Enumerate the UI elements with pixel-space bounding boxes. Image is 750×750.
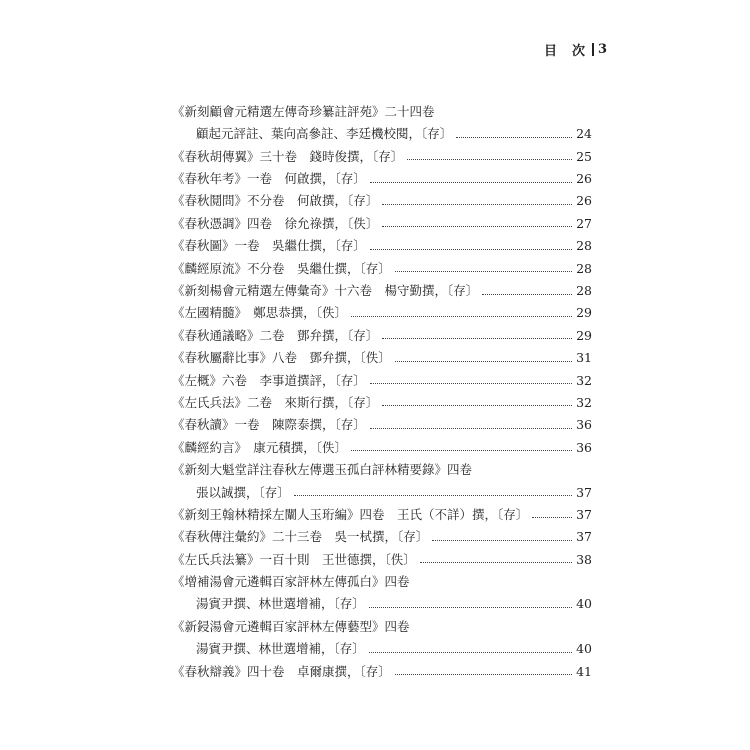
toc-entry-text: 《新刻王翰林精採左闡人玉珩編》四卷 王氏（不詳）撰，〔存〕 — [172, 506, 529, 522]
toc-entry-text: 《麟經原流》不分卷 吳繼仕撰，〔存〕 — [172, 260, 391, 276]
toc-entry — [172, 275, 592, 297]
toc-entry — [172, 521, 592, 543]
toc-entry-page: 37 — [576, 529, 592, 545]
dot-leader — [351, 450, 572, 451]
toc-entry-page: 26 — [576, 193, 592, 209]
dot-leader — [482, 294, 572, 295]
dot-leader — [395, 674, 572, 675]
dot-leader — [382, 338, 572, 339]
dot-leader — [370, 428, 572, 429]
toc-entry — [172, 298, 592, 320]
toc-entry-text: 《春秋鬩問》不分卷 何啟撰，〔存〕 — [172, 193, 379, 209]
toc-entry-page: 28 — [576, 283, 592, 299]
toc-entry-page: 40 — [576, 596, 592, 612]
toc-entry-text: 《左氏兵法》二卷 來斯行撰，〔存〕 — [172, 394, 379, 410]
toc-entry-text: 《新刻楊會元精選左傳彙奇》十六卷 楊守勤撰，〔存〕 — [172, 283, 479, 299]
toc-entry — [172, 611, 592, 633]
toc-entry — [172, 409, 592, 431]
toc-entry-page: 24 — [576, 126, 592, 142]
table-of-contents — [172, 96, 592, 678]
toc-entry-page: 27 — [576, 215, 592, 231]
toc-entry-text: 湯賓尹撰、林世選增補，〔存〕 — [196, 596, 365, 612]
toc-entry-page: 25 — [576, 148, 592, 164]
toc-entry-page: 36 — [576, 439, 592, 455]
toc-entry-text: 《麟經約言》 康元積撰，〔佚〕 — [172, 439, 348, 455]
toc-entry — [172, 566, 592, 588]
toc-entry — [172, 656, 592, 678]
toc-entry-text: 《春秋屬辭比事》八卷 鄧弁撰，〔佚〕 — [172, 350, 391, 366]
dot-leader — [370, 383, 572, 384]
toc-entry-page: 36 — [576, 417, 592, 433]
toc-entry — [172, 477, 592, 499]
dot-leader — [370, 249, 572, 250]
toc-entry-page: 38 — [576, 551, 592, 567]
toc-entry-text: 《春秋讀》一卷 陳際泰撰，〔存〕 — [172, 417, 366, 433]
toc-entry — [172, 387, 592, 409]
toc-entry-text: 《左國精髓》 鄭思恭撰，〔佚〕 — [172, 305, 348, 321]
dot-leader — [382, 405, 572, 406]
toc-entry-text: 《春秋通議略》二卷 鄧弁撰，〔存〕 — [172, 327, 379, 343]
toc-entry — [172, 454, 592, 476]
toc-entry-page: 31 — [576, 350, 592, 366]
dot-leader — [382, 204, 572, 205]
toc-entry — [172, 118, 592, 140]
toc-entry-text: 張以誠撰，〔存〕 — [196, 484, 290, 500]
toc-entry-text: 《春秋年考》一卷 何啟撰，〔存〕 — [172, 171, 366, 187]
dot-leader — [351, 316, 572, 317]
toc-entry — [172, 141, 592, 163]
dot-leader — [294, 495, 572, 496]
toc-entry-page: 32 — [576, 372, 592, 388]
toc-entry-text: 《左概》六卷 李事道撰評，〔存〕 — [172, 372, 366, 388]
toc-entry-page: 28 — [576, 238, 592, 254]
toc-entry-page: 37 — [576, 506, 592, 522]
toc-entry — [172, 230, 592, 252]
toc-entry-page: 26 — [576, 171, 592, 187]
toc-entry-page: 29 — [576, 305, 592, 321]
header-divider — [592, 43, 594, 56]
page-number: 3 — [597, 42, 608, 57]
toc-entry — [172, 432, 592, 454]
toc-entry-text: 《新刻顧會元精選左傳奇珍纂註評苑》二十四卷 — [172, 103, 435, 119]
dot-leader — [432, 540, 572, 541]
section-title: 目 次 — [543, 44, 586, 59]
toc-entry — [172, 365, 592, 387]
toc-entry-text: 《增補湯會元遴輯百家評林左傳孤白》四卷 — [172, 574, 410, 590]
toc-entry — [172, 253, 592, 275]
toc-entry-text: 湯賓尹撰、林世選增補，〔存〕 — [196, 641, 365, 657]
toc-entry-text: 《新鋟湯會元遴輯百家評林左傳藝型》四卷 — [172, 618, 410, 634]
dot-leader — [395, 361, 572, 362]
toc-entry-page: 32 — [576, 394, 592, 410]
toc-entry-text: 《春秋圖》一卷 吳繼仕撰，〔存〕 — [172, 238, 366, 254]
toc-entry — [172, 163, 592, 185]
dot-leader — [407, 159, 572, 160]
toc-entry-text: 《春秋憑調》四卷 徐允祿撰，〔佚〕 — [172, 215, 379, 231]
toc-entry-page: 41 — [576, 663, 592, 679]
toc-entry-text: 《春秋胡傳翼》三十卷 錢時俊撰，〔存〕 — [172, 148, 404, 164]
dot-leader — [369, 607, 572, 608]
page-header — [544, 40, 608, 59]
dot-leader — [395, 271, 572, 272]
toc-entry-page: 28 — [576, 260, 592, 276]
toc-entry — [172, 544, 592, 566]
toc-entry-text: 顧起元評註、葉向高參註、李廷機校閱，〔存〕 — [196, 126, 453, 142]
toc-entry — [172, 208, 592, 230]
dot-leader — [420, 562, 572, 563]
dot-leader — [382, 226, 572, 227]
toc-entry — [172, 633, 592, 655]
dot-leader — [370, 182, 572, 183]
toc-entry — [172, 589, 592, 611]
dot-leader — [456, 137, 572, 138]
toc-entry — [172, 499, 592, 521]
dot-leader — [369, 652, 572, 653]
toc-entry — [172, 186, 592, 208]
toc-entry-page: 37 — [576, 484, 592, 500]
toc-entry-text: 《春秋辯義》四十卷 卓爾康撰，〔存〕 — [172, 663, 391, 679]
toc-entry-text: 《春秋傳注彙約》二十三卷 吳一栻撰，〔存〕 — [172, 529, 429, 545]
toc-entry-text: 《左氏兵法纂》一百十則 王世德撰，〔佚〕 — [172, 551, 416, 567]
toc-entry — [172, 320, 592, 342]
toc-entry-page: 29 — [576, 327, 592, 343]
toc-entry — [172, 96, 592, 118]
toc-entry — [172, 342, 592, 364]
toc-entry-page: 40 — [576, 641, 592, 657]
dot-leader — [532, 517, 572, 518]
toc-entry-text: 《新刻大魁堂詳注春秋左傳選玉孤白評林精要錄》四卷 — [172, 462, 473, 478]
